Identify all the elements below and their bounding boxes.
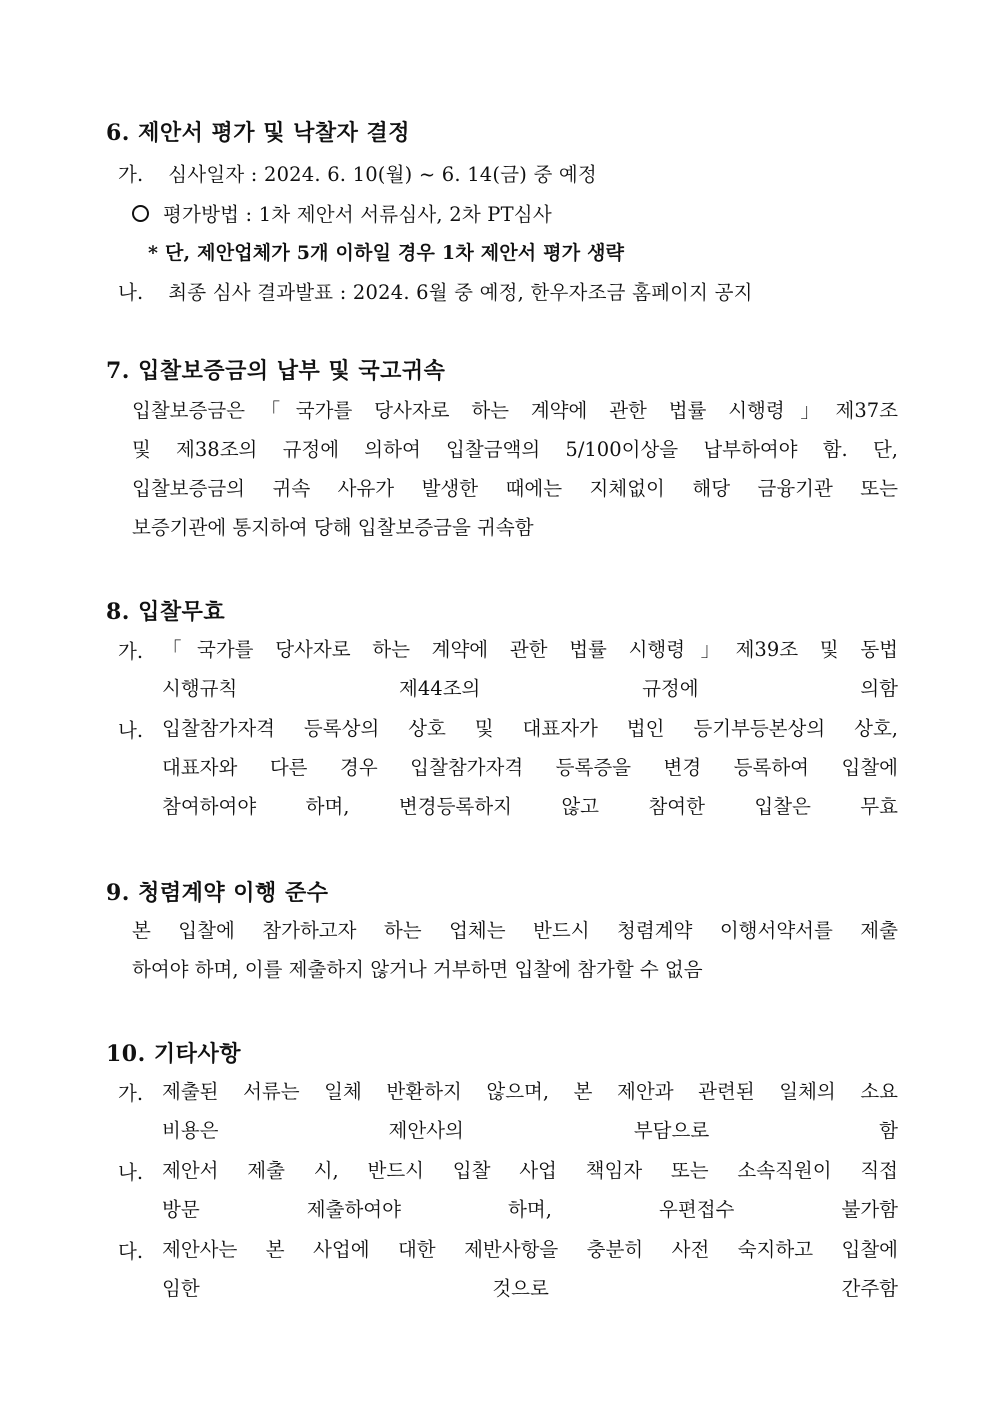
circle-bullet-icon bbox=[132, 205, 149, 222]
section-7-paragraph bbox=[132, 391, 898, 547]
section-6-heading: 6. 제안서 평가 및 낙찰자 결정 bbox=[106, 120, 411, 146]
item-marker: 나. bbox=[118, 281, 144, 304]
item-line: 대표자와 다른 경우 입찰참가자격 등록증을 변경 등록하여 입찰에 bbox=[162, 756, 898, 779]
item-line: 제출된 서류는 일체 반환하지 않으며, 본 제안과 관련된 일체의 소요 bbox=[162, 1080, 898, 1103]
item-line: 시행규칙 제44조의 규정에 의함 bbox=[162, 677, 898, 700]
section-6-note: * 단, 제안업체가 5개 이하일 경우 1차 제안서 평가 생략 bbox=[148, 242, 625, 264]
section-9-heading: 9. 청렴계약 이행 준수 bbox=[106, 880, 329, 906]
paragraph-line: 입찰보증금의 귀속 사유가 발생한 때에는 지체없이 해당 금융기관 또는 bbox=[132, 477, 898, 500]
item-line: 임한 것으로 간주함 bbox=[162, 1277, 898, 1300]
section-9-paragraph bbox=[132, 911, 898, 989]
section-6-bullet bbox=[132, 199, 552, 227]
item-line: 「국가를 당사자로 하는 계약에 관한 법률 시행령」제39조 및 동법 bbox=[162, 638, 898, 661]
item-marker: 나. bbox=[118, 1161, 144, 1184]
item-line: 비용은 제안사의 부담으로 함 bbox=[162, 1119, 898, 1142]
section-6-item-b bbox=[118, 277, 753, 305]
item-text: 심사일자 : 2024. 6. 10(월) ~ 6. 14(금) 중 예정 bbox=[168, 163, 597, 186]
section-8-heading: 8. 입찰무효 bbox=[106, 599, 226, 625]
item-marker: 나. bbox=[118, 719, 144, 742]
item-text: 최종 심사 결과발표 : 2024. 6월 중 예정, 한우자조금 홈페이지 공지 bbox=[168, 281, 753, 304]
item-line: 제안사는 본 사업에 대한 제반사항을 충분히 사전 숙지하고 입찰에 bbox=[162, 1238, 898, 1261]
paragraph-line: 보증기관에 통지하여 당해 입찰보증금을 귀속함 bbox=[132, 516, 534, 539]
item-line: 입찰참가자격 등록상의 상호 및 대표자가 법인 등기부등본상의 상호, bbox=[162, 717, 898, 740]
section-10-heading: 10. 기타사항 bbox=[106, 1041, 241, 1067]
item-marker: 가. bbox=[118, 640, 144, 663]
section-7-heading: 7. 입찰보증금의 납부 및 국고귀속 bbox=[106, 358, 446, 384]
item-line: 제안서 제출 시, 반드시 입찰 사업 책임자 또는 소속직원이 직접 bbox=[162, 1159, 898, 1182]
paragraph-line: 입찰보증금은「국가를 당사자로 하는 계약에 관한 법률 시행령」제37조 bbox=[132, 399, 898, 422]
paragraph-line: 및 제38조의 규정에 의하여 입찰금액의 5/100이상을 납부하여야 함. 단, bbox=[132, 438, 898, 461]
item-line: 참여하여야 하며, 변경등록하지 않고 참여한 입찰은 무효 bbox=[162, 795, 898, 818]
bullet-text: 평가방법 : 1차 제안서 서류심사, 2차 PT심사 bbox=[163, 203, 552, 226]
paragraph-line: 본 입찰에 참가하고자 하는 업체는 반드시 청렴계약 이행서약서를 제출 bbox=[132, 919, 898, 942]
item-marker: 가. bbox=[118, 163, 144, 186]
item-marker: 가. bbox=[118, 1082, 144, 1105]
paragraph-line: 하여야 하며, 이를 제출하지 않거나 거부하면 입찰에 참가할 수 없음 bbox=[132, 958, 703, 981]
section-6-item-a bbox=[118, 159, 597, 187]
item-marker: 다. bbox=[118, 1240, 144, 1263]
item-line: 방문 제출하여야 하며, 우편접수 불가함 bbox=[162, 1198, 898, 1221]
